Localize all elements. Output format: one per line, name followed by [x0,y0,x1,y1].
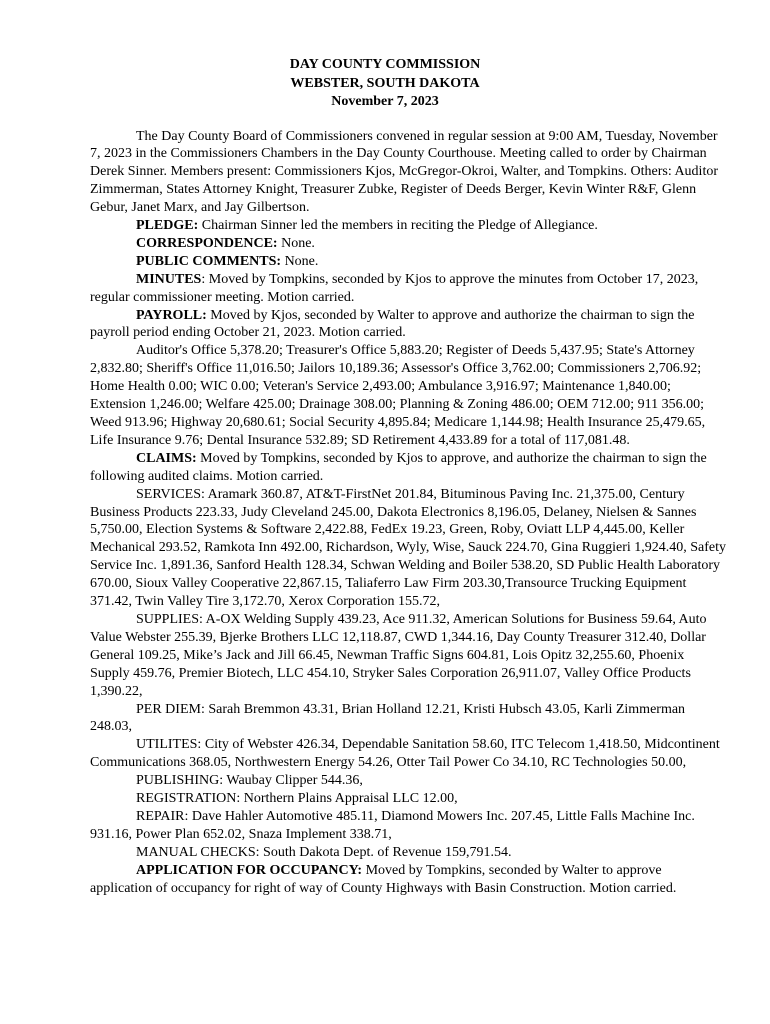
minutes-paragraph [90,271,726,307]
heading-date: November 7, 2023 [331,94,439,109]
claims-label: CLAIMS: [136,450,197,466]
pledge-label: PLEDGE: [136,218,199,234]
opening-paragraph: The Day County Board of Commissioners convened in regular session at 9:00 AM, Tuesday, November 7, 2023 in the Commissioners Chambers in the Day County Courthouse. Meeting called to order by Chairman Derek Sinner. Members present: Commissioners Kjos, McGregor-Okroi, Walter, and Tompkins. Others: Auditor Zimmerman, States Attorney Knight, Treasurer Zubke, Register of Deeds Berger, Kevin Winter R&F, Glenn Gebur, Janet Marx, and Jay Gilbertson. [90,128,718,216]
occupancy-label: APPLICATION FOR OCCUPANCY: [136,862,363,878]
registration-paragraph: REGISTRATION: Northern Plains Appraisal LLC 12.00, [136,791,458,807]
payroll-text: Moved by Kjos, seconded by Walter to approve and authorize the chairman to sign the payroll period ending October 21, 2023. Motion carried. [90,307,695,341]
occupancy-paragraph [90,862,726,898]
pledge-text: Chairman Sinner led the members in reciting the Pledge of Allegiance. [198,218,598,234]
public-comments-label: PUBLIC COMMENTS: [136,253,282,269]
document-heading [90,56,680,112]
public-comments-paragraph [90,253,726,271]
utilities-paragraph: UTILITES: City of Webster 426.34, Dependable Sanitation 58.60, ITC Telecom 1,418.50, Midcontinent Communications 368.05, Northwestern Energy 54.26, Otter Tail Power Co 34.10, RC Technologies 50.00, [90,737,720,771]
claims-text: Moved by Tompkins, seconded by Kjos to approve, and authorize the chairman to sign the following audited claims. Motion carried. [90,450,707,484]
claims-paragraph [90,450,726,486]
payroll-label: PAYROLL: [136,307,207,323]
correspondence-paragraph [90,235,726,253]
services-paragraph: SERVICES: Aramark 360.87, AT&T-FirstNet 201.84, Bituminous Paving Inc. 21,375.00, Century Business Products 223.33, Judy Cleveland 245.00, Dakota Electronics 8,196.05, Delaney, Nielsen & Sannes 5,750.00, Election Systems & Software 2,422.88, FedEx 19.23, Green, Roby, Oviatt LLP 4,445.00, Keller Mechanical 293.52, Ramkota Inn 492.00, Richardson, Wyly, Wise, Sauck 224.70, Gina Ruggieri 1,924.40, Safety Service Inc. 1,891.36, Sanford Health 128.34, Schwan Welding and Boiler 538.20, SD Public Health Laboratory 670.00, Sioux Valley Cooperative 22,867.15, Taliaferro Law Firm 203.30,Transource Trucking Equipment 371.42, Twin Valley Tire 3,172.70, Xerox Corporation 155.72, [90,486,727,610]
pledge-paragraph [90,217,726,235]
payroll-paragraph [90,307,726,343]
occupancy-text: Moved by Tompkins, seconded by Walter to approve application of occupancy for right of way of County Highways with Basin Construction. Motion carried. [90,862,677,896]
minutes-label: MINUTES [136,271,202,287]
public-comments-text: None. [281,253,319,269]
payroll-details-paragraph: Auditor's Office 5,378.20; Treasurer's Office 5,883.20; Register of Deeds 5,437.95; State's Attorney 2,832.80; Sheriff's Office 11,016.50; Jailors 10,189.36; Assessor's Office 3,762.00; Commissioners 2,706.92; Home Health 0.00; WIC 0.00; Veteran's Service 2,493.00; Ambulance 3,916.97; Maintenance 1,840.00; Extension 1,246.00; Welfare 425.00; Drainage 308.00; Planning & Zoning 486.00; OEM 712.00; 911 356.00; Weed 913.96; Highway 20,680.61; Social Security 4,895.84; Medicare 1,144.98; Health Insurance 25,479.65, Life Insurance 9.76; Dental Insurance 532.89; SD Retirement 4,433.89 for a total of 117,081.48. [90,343,706,448]
per-diem-paragraph: PER DIEM: Sarah Bremmon 43.31, Brian Holland 12.21, Kristi Hubsch 43.05, Karli Zimmerman 248.03, [90,701,686,735]
heading-location: WEBSTER, SOUTH DAKOTA [290,75,480,91]
correspondence-label: CORRESPONDENCE: [136,235,278,251]
minutes-text: : Moved by Tompkins, seconded by Kjos to approve the minutes from October 17, 2023, regular commissioner meeting. Motion carried. [90,271,699,305]
supplies-paragraph: SUPPLIES: A-OX Welding Supply 439.23, Ace 911.32, American Solutions for Business 59.64, Auto Value Webster 255.39, Bjerke Brothers LLC 12,118.87, CWD 1,344.16, Day County Treasurer 312.40, Dollar General 109.25, Mike’s Jack and Jill 66.45, Newman Traffic Signs 604.81, Lois Opitz 32,255.60, Phoenix Supply 459.76, Premier Biotech, LLC 454.10, Stryker Sales Corporation 26,911.07, Valley Office Products 1,390.22, [90,611,707,699]
heading-commission: DAY COUNTY COMMISSION [289,57,481,72]
correspondence-text: None. [277,235,315,251]
publishing-paragraph: PUBLISHING: Waubay Clipper 544.36, [136,773,363,789]
repair-paragraph: REPAIR: Dave Hahler Automotive 485.11, Diamond Mowers Inc. 207.45, Little Falls Machine Inc. 931.16, Power Plan 652.02, Snaza Implement 338.71, [90,808,695,842]
manual-checks-paragraph: MANUAL CHECKS: South Dakota Dept. of Revenue 159,791.54. [136,844,512,860]
